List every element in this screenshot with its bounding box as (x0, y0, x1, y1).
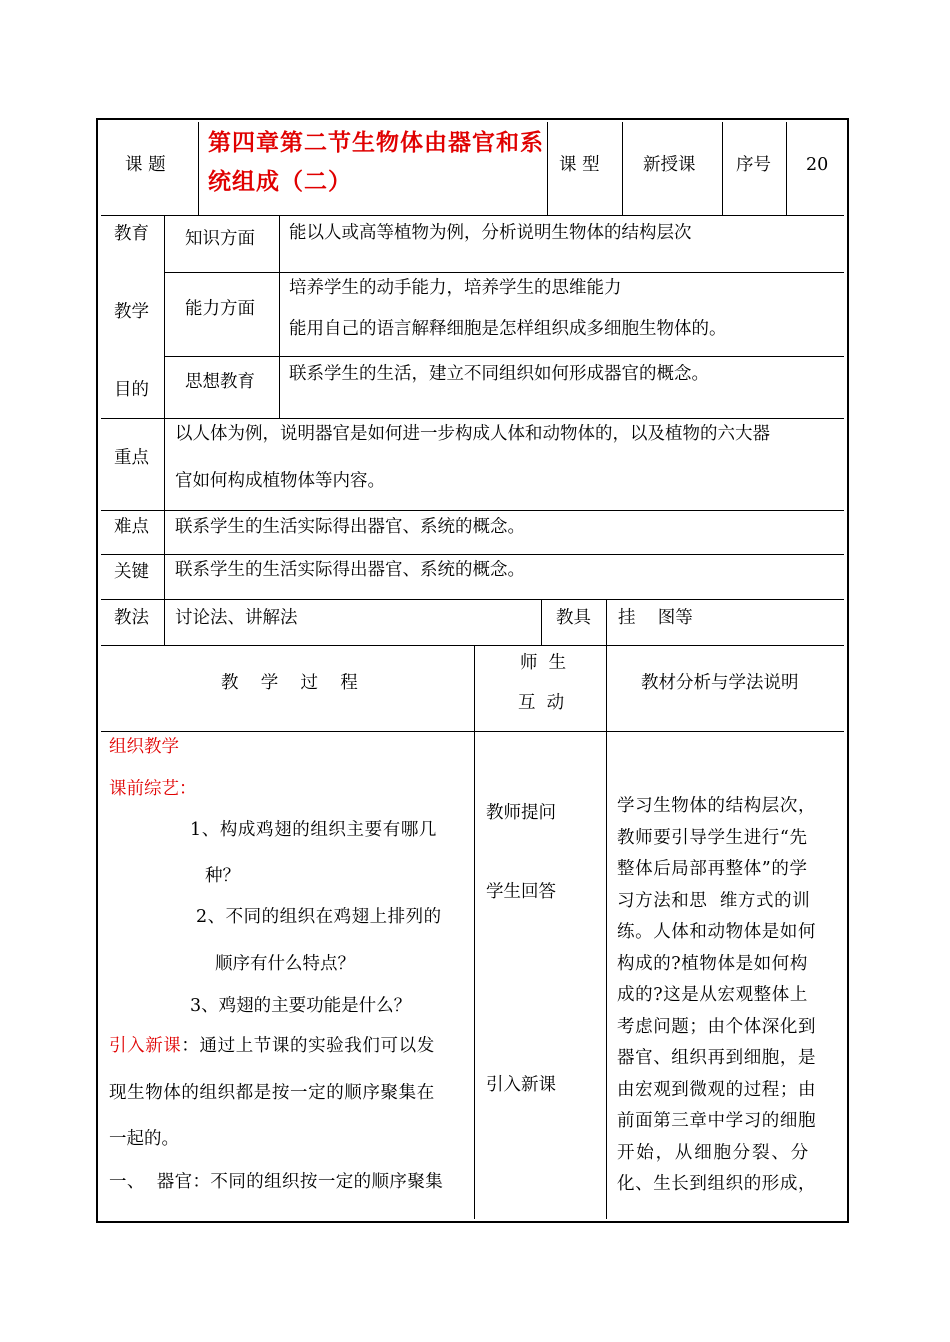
difficulty-label: 难点 (114, 517, 149, 537)
rule-keypoints-bottom (101, 510, 844, 511)
rule-v-type (622, 122, 623, 215)
question-2b: 顺序有什么特点？ (215, 954, 355, 974)
analysis-line: 开始，从细胞分裂、分 (617, 1142, 810, 1163)
intro-text-3: 一起的。 (109, 1129, 179, 1149)
critical-text: 联系学生的生活实际得出器官、系统的概念。 (175, 560, 525, 580)
rule-critical-bottom (101, 599, 844, 600)
analysis-line: 练。人体和动物体是如何 (617, 922, 817, 942)
critical-label: 关键 (114, 562, 149, 582)
interaction-header-1: 师 生 (520, 653, 567, 673)
rule-v-objlabel (164, 215, 165, 645)
rule-v-tools-left (541, 599, 542, 645)
rule-methods-bottom (101, 645, 844, 646)
organize-heading: 组织教学 (109, 737, 179, 757)
analysis-line: 成的?这是从宏观整体上 (617, 985, 808, 1005)
rule-knowledge-bottom (164, 272, 844, 273)
ability-label: 能力方面 (185, 299, 255, 319)
keypoints-text-2: 官如何构成植物体等内容。 (175, 471, 385, 491)
rule-process-header-bottom (101, 731, 844, 732)
interaction-header-2: 互 动 (518, 693, 565, 713)
keypoints-label: 重点 (114, 448, 149, 468)
analysis-line: 化、生长到组织的形成， (617, 1174, 817, 1194)
rule-v-objsub (279, 215, 280, 418)
analysis-line: 构成的?植物体是如何构 (617, 953, 808, 974)
organ-text: 一、 器官：不同的组织按一定的顺序聚集 (109, 1172, 444, 1192)
analysis-header: 教材分析与学法说明 (641, 673, 799, 693)
knowledge-label: 知识方面 (185, 229, 255, 249)
interaction-intro: 引入新课 (486, 1075, 556, 1095)
analysis-line: 由宏观到微观的过程；由 (617, 1079, 817, 1100)
ability-text-2: 能用自己的语言解释细胞是怎样组织成多细胞生物体的。 (289, 319, 727, 339)
objectives-label-1: 教育 (114, 224, 149, 244)
rule-difficulty-bottom (101, 554, 844, 555)
seq-label: 序号 (736, 155, 771, 175)
rule-v-process (474, 645, 475, 1219)
intro-line-1 (109, 1035, 435, 1057)
analysis-text (617, 791, 839, 1201)
knowledge-text: 能以人或高等植物为例，分析说明生物体的结构层次 (289, 223, 692, 243)
analysis-line: 学习生物体的结构层次， (617, 796, 817, 816)
topic-label: 课 题 (125, 155, 166, 175)
intro-text-2: 现生物体的组织都是按一定的顺序聚集在 (109, 1083, 435, 1103)
student-answer: 学生回答 (486, 882, 556, 902)
objectives-label-3: 目的 (114, 380, 149, 400)
rule-v-topic (198, 122, 199, 215)
tools-label: 教具 (556, 608, 591, 628)
lesson-title: 第四章第二节生物体由器官和系统组成（二） (208, 130, 544, 195)
methods-label: 教法 (114, 608, 149, 628)
ability-text-1: 培养学生的动手能力，培养学生的思维能力 (289, 278, 622, 298)
analysis-line: 前面第三章中学习的细胞 (617, 1111, 817, 1131)
process-header: 教 学 过 程 (221, 673, 358, 693)
seq-value: 20 (806, 155, 829, 175)
intro-text-1: ：通过上节课的实验我们可以发 (181, 1036, 435, 1056)
rule-v-interaction (606, 645, 607, 1219)
rule-header-bottom (101, 215, 844, 216)
analysis-line: 考虑问题；由个体深化到 (617, 1016, 817, 1037)
rule-v-tools-right (606, 599, 607, 645)
intro-label: 引入新课 (109, 1036, 182, 1056)
analysis-line: 习方法和思 维方式的训 (617, 890, 811, 911)
analysis-line: 器官、组织再到细胞，是 (617, 1048, 817, 1068)
methods-text: 讨论法、讲解法 (175, 608, 298, 628)
difficulty-text: 联系学生的生活实际得出器官、系统的概念。 (175, 517, 525, 537)
question-1a: 1、构成鸡翅的组织主要有哪几 (190, 820, 438, 840)
tools-text: 挂 图等 (618, 608, 693, 628)
teacher-ask: 教师提问 (486, 803, 556, 823)
analysis-line: 整体后局部再整体”的学 (617, 859, 808, 879)
rule-objectives-bottom (101, 418, 844, 419)
question-3: 3、鸡翅的主要功能是什么？ (190, 996, 412, 1016)
rule-ability-bottom (164, 356, 844, 357)
rule-v-typevalue (722, 122, 723, 215)
objectives-label-2: 教学 (114, 302, 149, 322)
question-2a: 2、不同的组织在鸡翅上排列的 (196, 907, 442, 927)
moral-label: 思想教育 (185, 372, 255, 392)
keypoints-text-1: 以人体为例，说明器官是如何进一步构成人体和动物体的，以及植物的六大器 (175, 424, 770, 444)
analysis-line: 教师要引导学生进行“先 (617, 827, 808, 848)
rule-v-seq (786, 122, 787, 215)
question-1b: 种？ (205, 866, 240, 886)
type-value: 新授课 (643, 155, 696, 175)
type-label: 课 型 (559, 155, 600, 175)
moral-text: 联系学生的生活，建立不同组织如何形成器官的概念。 (289, 364, 709, 384)
warmup-heading: 课前综艺： (109, 779, 197, 799)
